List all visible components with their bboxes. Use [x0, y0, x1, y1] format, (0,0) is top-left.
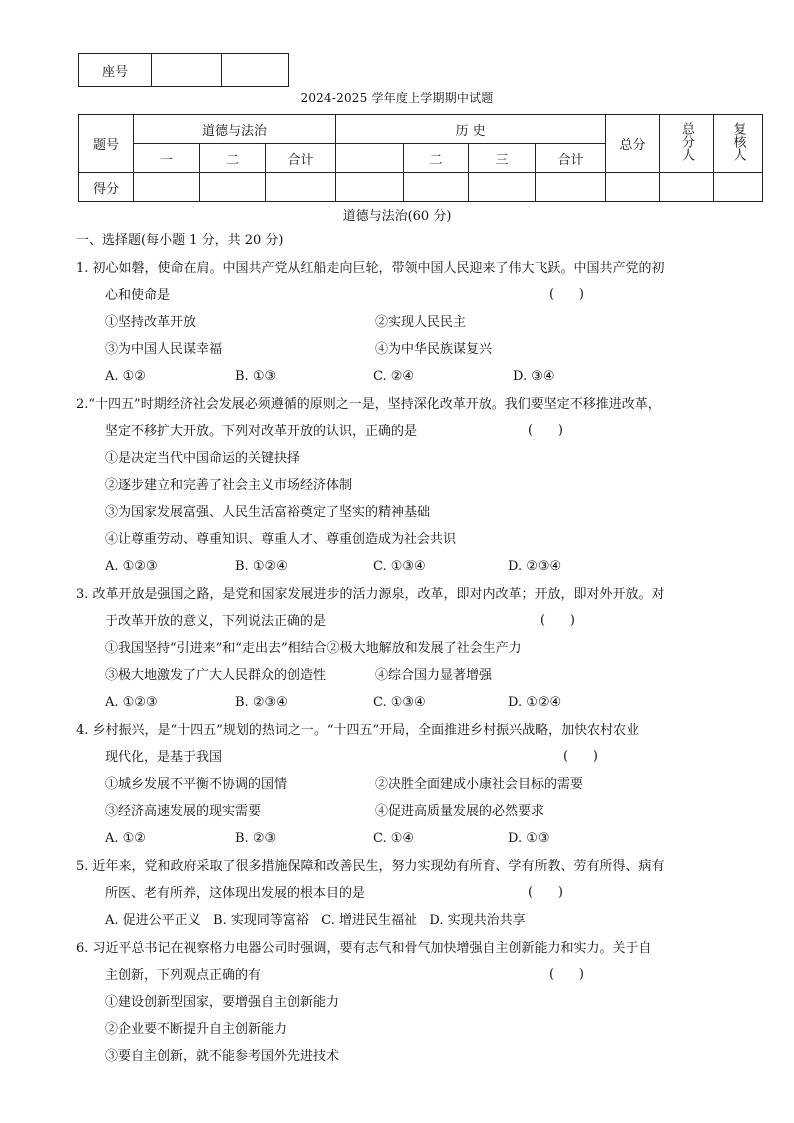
- q2-option-d: D. ②③④: [508, 559, 562, 574]
- q2-item: ②逐步建立和完善了社会主义市场经济体制: [105, 478, 353, 493]
- q3-item: ①我国坚持“引进来”和“走出去”相结合②极大地解放和发展了社会生产力: [105, 641, 522, 656]
- q3-option-d: D. ①②④: [508, 695, 562, 710]
- row-defen: 得分: [79, 173, 134, 202]
- question-2-line-1: 2.“十四五”时期经济社会发展必须遵循的原则之一是，坚持深化改革开放。我们要坚定不移推进改革，: [76, 397, 661, 412]
- score-cell: [134, 173, 200, 202]
- q3-item: ④综合国力显著增强: [375, 668, 493, 683]
- q6-item: ①建设创新型国家，要增强自主创新能力: [105, 995, 340, 1010]
- question-5-line-2: 所医、老有所养，这体现出发展的根本目的是: [105, 886, 366, 901]
- q1-option-d: D. ③④: [513, 369, 555, 384]
- score-cell: [404, 173, 469, 202]
- seat-cell: [152, 54, 222, 87]
- score-cell: [469, 173, 536, 202]
- question-3-line-2: 于改革开放的意义，下列说法正确的是: [105, 614, 327, 629]
- q1-item: ④为中华民族谋复兴: [375, 342, 493, 357]
- header-lishi: 历 史: [336, 115, 606, 144]
- q3-option-c: C. ①③④: [373, 695, 426, 710]
- answer-paren: ( ): [528, 423, 563, 438]
- header-fuheren: 复核人: [714, 115, 763, 173]
- section-subtitle: 道德与法治(60 分): [342, 209, 452, 224]
- header-daode: 道德与法治: [134, 115, 336, 144]
- question-1-line-1: 1. 初心如磐，使命在肩。中国共产党从红船走向巨轮，带领中国人民迎来了伟大飞跃。中国共产党的初: [76, 261, 665, 276]
- q6-item: ③要自主创新，就不能参考国外先进技术: [105, 1049, 340, 1064]
- question-6-line-1: 6. 习近平总书记在视察格力电器公司时强调，要有志气和骨气加快增强自主创新能力和实力。关于自: [76, 941, 652, 956]
- section-heading: 一、选择题(每小题 1 分，共 20 分): [76, 233, 284, 248]
- question-5-line-1: 5. 近年来，党和政府采取了很多措施保障和改善民生，努力实现幼有所育、学有所教、劳有所得、病有: [76, 859, 665, 874]
- seat-label: 座号: [79, 54, 152, 87]
- q4-option-a: A. ①②: [105, 831, 146, 846]
- q1-option-b: B. ①③: [235, 369, 277, 384]
- q3-item: ③极大地激发了广大人民群众的创造性: [105, 668, 327, 683]
- q5-options: A. 促进公平正义 B. 实现同等富裕 C. 增进民生福祉 D. 实现共治共享: [105, 913, 526, 928]
- col-h3: 三: [469, 144, 536, 173]
- score-cell: [536, 173, 606, 202]
- question-2-line-2: 坚定不移扩大开放。下列对改革开放的认识，正确的是: [105, 424, 418, 439]
- col-d2: 二: [200, 144, 266, 173]
- header-zongfen: 总分: [606, 115, 660, 173]
- col-h4: 合计: [536, 144, 606, 173]
- score-cell: [266, 173, 336, 202]
- q4-option-c: C. ①④: [373, 831, 415, 846]
- q2-item: ④让尊重劳动、尊重知识、尊重人才、尊重创造成为社会共识: [105, 532, 457, 547]
- q4-option-d: D. ①③: [508, 831, 550, 846]
- q6-item: ②企业要不断提升自主创新能力: [105, 1022, 288, 1037]
- score-cell: [606, 173, 660, 202]
- score-cell: [660, 173, 714, 202]
- q2-option-a: A. ①②③: [105, 559, 158, 574]
- q2-option-b: B. ①②④: [235, 559, 288, 574]
- q1-item: ②实现人民民主: [375, 315, 467, 330]
- question-4-line-1: 4. 乡村振兴，是“十四五”规划的热词之一。“十四五”开局，全面推进乡村振兴战略，加快农村农业: [76, 723, 640, 738]
- answer-paren: ( ): [540, 613, 575, 628]
- score-table: [78, 114, 763, 202]
- q4-item: ④促进高质量发展的必然要求: [375, 804, 545, 819]
- col-h1: [336, 144, 404, 173]
- col-d1: 一: [134, 144, 200, 173]
- col-d3: 合计: [266, 144, 336, 173]
- exam-title: 2024-2025 学年度上学期期中试题: [300, 91, 494, 105]
- question-6-line-2: 主创新，下列观点正确的有: [105, 968, 262, 983]
- q2-item: ③为国家发展富强、人民生活富裕奠定了坚实的精神基础: [105, 505, 431, 520]
- q1-option-a: A. ①②: [105, 369, 146, 384]
- seat-table: [78, 53, 289, 87]
- question-3-line-1: 3. 改革开放是强国之路，是党和国家发展进步的活力源泉，改革，即对内改革；开放，即对外开放。对: [76, 587, 665, 602]
- q3-option-b: B. ②③④: [235, 695, 288, 710]
- q1-item: ①坚持改革开放: [105, 315, 197, 330]
- q1-item: ③为中国人民谋幸福: [105, 342, 223, 357]
- header-zongfenren: 总分人: [660, 115, 714, 173]
- q4-item: ②决胜全面建成小康社会目标的需要: [375, 777, 584, 792]
- seat-cell: [222, 54, 289, 87]
- q1-option-c: C. ②④: [373, 369, 415, 384]
- q4-item: ①城乡发展不平衡不协调的国情: [105, 777, 288, 792]
- q3-option-a: A. ①②③: [105, 695, 158, 710]
- answer-paren: ( ): [549, 967, 584, 982]
- answer-paren: ( ): [549, 287, 584, 302]
- answer-paren: ( ): [528, 885, 563, 900]
- score-cell: [200, 173, 266, 202]
- score-cell: [336, 173, 404, 202]
- score-cell: [714, 173, 763, 202]
- q2-option-c: C. ①③④: [373, 559, 426, 574]
- question-1-line-2: 心和使命是: [105, 288, 171, 303]
- q4-item: ③经济高速发展的现实需要: [105, 804, 262, 819]
- header-tihao: 题号: [79, 115, 134, 173]
- question-4-line-2: 现代化，是基于我国: [105, 750, 223, 765]
- q2-item: ①是决定当代中国命运的关键抉择: [105, 451, 301, 466]
- col-h2: 二: [404, 144, 469, 173]
- q4-option-b: B. ②③: [235, 831, 277, 846]
- answer-paren: ( ): [563, 749, 598, 764]
